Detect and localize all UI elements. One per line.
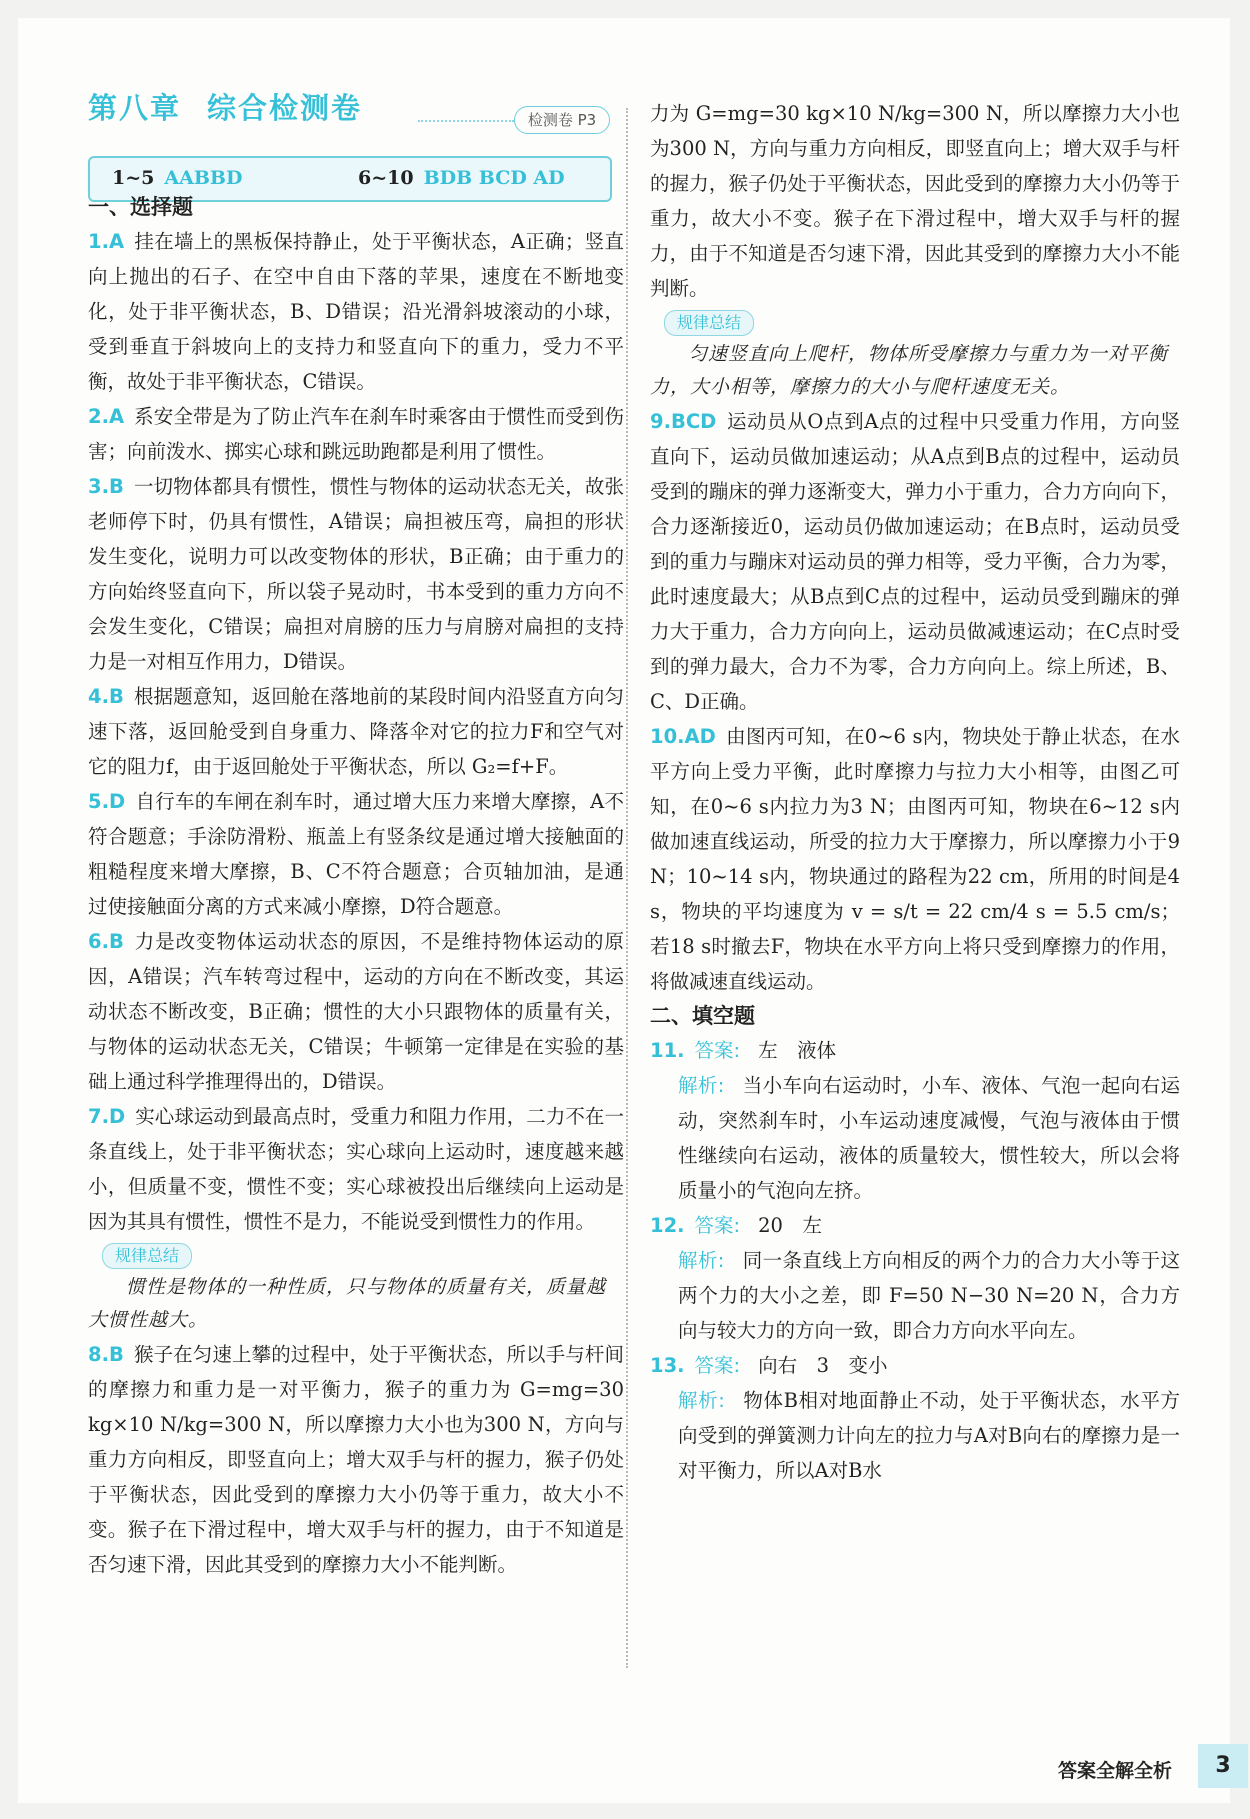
analysis-text: 当小车向右运动时，小车、液体、气泡一起向右运动，突然刹车时，小车运动速度减慢，气泡与液体由于惯性继续向右运动，液体的质量较大，惯性较大，所以会将质量小的气泡向左挤。 [678, 1074, 1180, 1202]
question-7 [88, 1099, 624, 1239]
question-number: 1.A [88, 230, 125, 253]
question-13-answer [650, 1348, 1180, 1383]
answer-value: 左 液体 [758, 1039, 837, 1062]
question-4 [88, 679, 624, 784]
page [18, 18, 1230, 1803]
question-number: 4.B [88, 685, 124, 708]
question-explanation: 系安全带是为了防止汽车在刹车时乘客由于惯性而受到伤害；向前泼水、掷实心球和跳远助跑都是利用了惯性。 [88, 405, 624, 463]
question-13-analysis [650, 1383, 1180, 1488]
question-1 [88, 224, 624, 399]
rule-summary-text: 惯性是物体的一种性质，只与物体的质量有关，质量越大惯性越大。 [88, 1276, 607, 1331]
rule-summary-tag: 规律总结 [664, 310, 754, 336]
question-number: 5.D [88, 790, 126, 813]
analysis-label: 解析: [678, 1249, 725, 1272]
answer-label: 答案: [694, 1354, 741, 1377]
analysis-label: 解析: [678, 1389, 725, 1412]
answer-key-answers: BDB BCD AD [423, 167, 565, 189]
question-12-answer [650, 1208, 1180, 1243]
question-explanation: 挂在墙上的黑板保持静止，处于平衡状态，A正确；竖直向上抛出的石子、在空中自由下落的苹果，速度在不断地变化，处于非平衡状态，B、D错误；沿光滑斜坡滚动的小球，受到垂直于斜坡向上的支持力和竖直向下的重力，受力不平衡，故处于非平衡状态，C错误。 [88, 230, 624, 393]
section-heading-fill: 二、填空题 [650, 1004, 755, 1028]
question-11-answer [650, 1033, 1180, 1068]
answer-key-range: 1~5 [112, 167, 155, 189]
question-number: 8.B [88, 1343, 124, 1366]
question-explanation: 自行车的车闸在刹车时，通过增大压力来增大摩擦，A不符合题意；手涂防滑粉、瓶盖上有竖条纹是通过增大接触面的粗糙程度来增大摩擦，B、C不符合题意；合页轴加油，是通过使接触面分离的方式来减小摩擦，D符合题意。 [88, 790, 624, 918]
question-13 [650, 1348, 1180, 1488]
rule-summary-tag: 规律总结 [102, 1243, 192, 1269]
answer-key-range: 6~10 [358, 167, 414, 189]
question-2 [88, 399, 624, 469]
question-number: 3.B [88, 475, 124, 498]
footer-label: 答案全解全析 [1058, 1760, 1173, 1782]
question-5 [88, 784, 624, 924]
analysis-text: 物体B相对地面静止不动，处于平衡状态，水平方向受到的弹簧测力计向左的拉力与A对B向右的摩擦力是一对平衡力，所以A对B水 [678, 1389, 1180, 1482]
dotted-leader [418, 120, 514, 122]
question-explanation: 猴子在匀速上攀的过程中，处于平衡状态，所以手与杆间的摩擦力和重力是一对平衡力，猴子的重力为 G=mg=30 kg×10 N/kg=300 N，所以摩擦力大小也为300 N，方向与重力方向相反，即竖直向上；增大双手与杆的握力，猴子仍处于平衡状态，因此受到的摩擦力大小仍等于重力，故大小不变。猴子在下滑过程中，增大双手与杆的握力，由于不知道是否匀速下滑，因此其受到的摩擦力大小不能判断。 [88, 1343, 624, 1576]
answer-label: 答案: [694, 1039, 741, 1062]
chapter-title [88, 86, 362, 127]
question-number: 11. [650, 1039, 685, 1062]
analysis-text: 同一条直线上方向相反的两个力的合力大小等于这两个力的大小之差，即 F=50 N−30 N=20 N，合力方向与较大力的方向一致，即合力方向水平向左。 [678, 1249, 1180, 1342]
chapter-number: 第八章 [88, 91, 182, 125]
question-number: 2.A [88, 405, 125, 428]
question-number: 7.D [88, 1105, 126, 1128]
question-10 [650, 719, 1180, 999]
question-number: 9.BCD [650, 410, 717, 433]
answer-value: 向右 3 变小 [758, 1354, 888, 1377]
answer-key-group-2 [358, 167, 565, 189]
rule-summary-text: 匀速竖直向上爬杆，物体所受摩擦力与重力为一对平衡力，大小相等，摩擦力的大小与爬杆速度无关。 [650, 343, 1169, 398]
question-12-analysis [650, 1243, 1180, 1348]
analysis-label: 解析: [678, 1074, 725, 1097]
question-8 [88, 1337, 624, 1576]
question-8-continued: 力为 G=mg=30 kg×10 N/kg=300 N，所以摩擦力大小也为300 N，方向与重力方向相反，即竖直向上；增大双手与杆的握力，猴子仍处于平衡状态，因此受到的摩擦力大小仍等于重力，故大小不变。猴子在下滑过程中，增大双手与杆的握力，由于不知道是否匀速下滑，因此其受到的摩擦力大小不能判断。 [650, 102, 1180, 300]
question-3 [88, 469, 624, 679]
question-number: 6.B [88, 930, 124, 953]
section-heading-choice: 一、选择题 [88, 195, 193, 219]
question-11 [650, 1033, 1180, 1208]
page-number: 3 [1198, 1744, 1248, 1788]
question-11-analysis [650, 1068, 1180, 1208]
answer-key-group-1 [112, 167, 242, 189]
column-divider [626, 108, 628, 1668]
answer-key-answers: AABBD [164, 167, 243, 189]
right-column [650, 96, 1180, 1488]
question-explanation: 运动员从O点到A点的过程中只受重力作用，方向竖直向下，运动员做加速运动；从A点到B点的过程中，运动员受到的蹦床的弹力逐渐变大，弹力小于重力，合力方向向下，合力逐渐接近0，运动员仍做加速运动；在B点时，运动员受到的重力与蹦床对运动员的弹力相等，受力平衡，合力为零，此时速度最大；从B点到C点的过程中，运动员受到蹦床的弹力大于重力，合力方向向上，运动员做减速运动；在C点时受到的弹力最大，合力不为零，合力方向向上。综上所述，B、C、D正确。 [650, 410, 1180, 713]
chapter-name: 综合检测卷 [207, 91, 363, 125]
question-6 [88, 924, 624, 1099]
answer-value: 20 左 [758, 1214, 822, 1237]
left-column [88, 190, 624, 1576]
question-explanation: 由图丙可知，在0~6 s内，物块处于静止状态，在水平方向上受力平衡，此时摩擦力与拉力大小相等，由图乙可知，在0~6 s内拉力为3 N；由图丙可知，物块在6~12 s内做加速直线运动，所受的拉力大于摩擦力，所以摩擦力小于9 N；10~14 s内，物块通过的路程为22 cm，所用的时间是4 s，物块的平均速度为 v = s/t = 22 cm/4 s = 5.5 cm/s；若18 s时撤去F，物块在水平方向上将只受到摩擦力的作用，将做减速直线运动。 [650, 725, 1180, 993]
question-explanation: 根据题意知，返回舱在落地前的某段时间内沿竖直方向匀速下落，返回舱受到自身重力、降落伞对它的拉力F和空气对它的阻力f，由于返回舱处于平衡状态，所以 G₂=f+F。 [88, 685, 624, 778]
question-explanation: 实心球运动到最高点时，受重力和阻力作用，二力不在一条直线上，处于非平衡状态；实心球向上运动时，速度越来越小，但质量不变，惯性不变；实心球被投出后继续向上运动是因为其具有惯性，惯性不是力，不能说受到惯性力的作用。 [88, 1105, 624, 1233]
question-number: 13. [650, 1354, 685, 1377]
question-number: 12. [650, 1214, 685, 1237]
question-explanation: 一切物体都具有惯性，惯性与物体的运动状态无关，故张老师停下时，仍具有惯性，A错误；扁担被压弯，扁担的形状发生变化，说明力可以改变物体的形状，B正确；由于重力的方向始终竖直向下，所以袋子晃动时，书本受到的重力方向不会发生变化，C错误；扁担对肩膀的压力与肩膀对扁担的支持力是一对相互作用力，D错误。 [88, 475, 624, 673]
test-page-reference: 检测卷 P3 [514, 106, 610, 134]
answer-label: 答案: [694, 1214, 741, 1237]
question-12 [650, 1208, 1180, 1348]
question-9 [650, 404, 1180, 719]
question-number: 10.AD [650, 725, 716, 748]
question-explanation: 力是改变物体运动状态的原因，不是维持物体运动的原因，A错误；汽车转弯过程中，运动的方向在不断改变，其运动状态不断改变，B正确；惯性的大小只跟物体的质量有关，与物体的运动状态无关，C错误；牛顿第一定律是在实验的基础上通过科学推理得出的，D错误。 [88, 930, 624, 1093]
